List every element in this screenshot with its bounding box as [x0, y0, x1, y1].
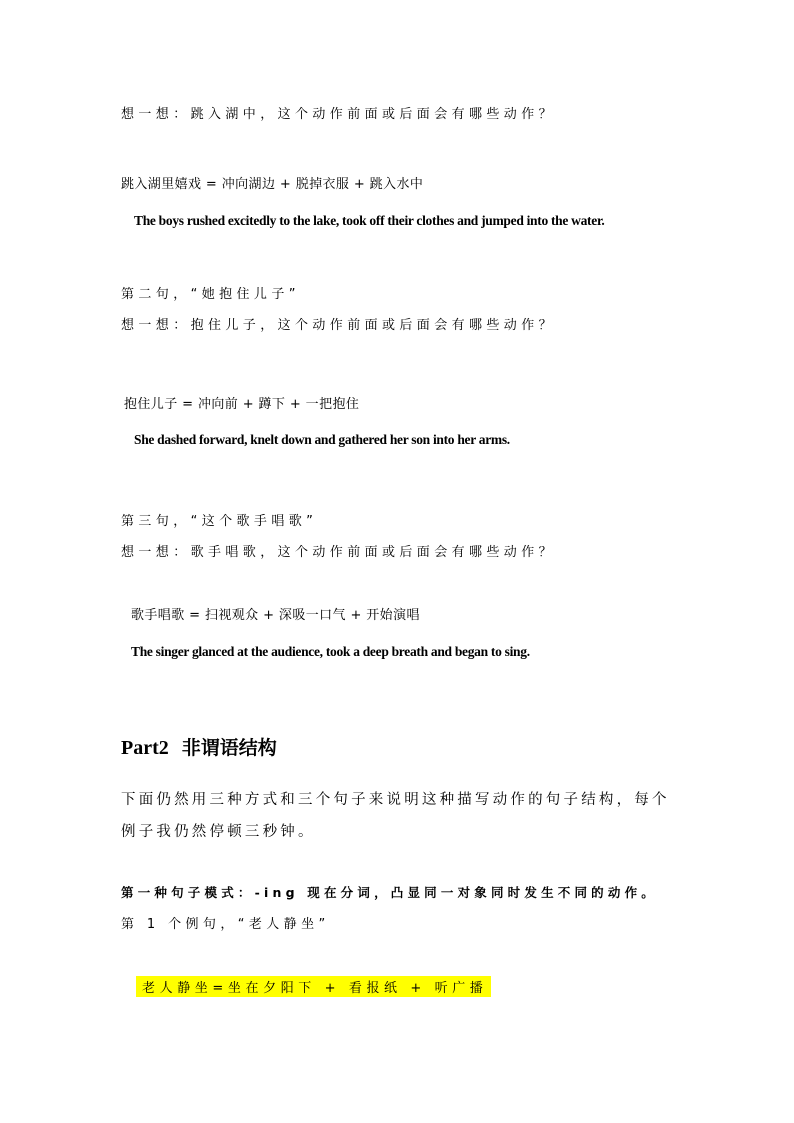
part2-paragraph-line2: 例子我仍然停顿三秒钟。	[121, 824, 316, 840]
part2-paragraph-line1: 下面仍然用三种方式和三个句子来说明这种描写动作的句子结构，每个	[121, 792, 670, 808]
highlighted-equation-old-man: 老人静坐=坐在夕阳下 + 看报纸 + 听广播	[136, 976, 491, 997]
sentence-mode-one: 第一种句子模式：-ing 现在分词，凸显同一对象同时发生不同的动作。	[121, 885, 658, 900]
english-sentence-she: She dashed forward, knelt down and gathered her son into her arms.	[134, 432, 510, 447]
part2-heading-cn: 非谓语结构	[181, 737, 277, 759]
part2-heading	[121, 733, 277, 760]
think-question-singer: 想一想：歌手唱歌，这个动作前面或后面会有哪些动作？	[121, 545, 557, 560]
english-sentence-singer: The singer glanced at the audience, took a deep breath and began to sing.	[131, 644, 530, 659]
sentence-three-title: 第三句，“这个歌手唱歌”	[121, 514, 318, 529]
think-question-jump-lake: 想一想：跳入湖中，这个动作前面或后面会有哪些动作？	[121, 107, 557, 122]
example-one-title: 第 1 个例句，“老人静坐”	[121, 917, 330, 932]
equation-singer: 歌手唱歌 = 扫视观众 + 深吸一口气 + 开始演唱	[131, 608, 420, 623]
equation-jump-lake: 跳入湖里嬉戏 = 冲向湖边 + 脱掉衣服 + 跳入水中	[121, 177, 424, 192]
sentence-two-title: 第二句，“她抱住儿子”	[121, 287, 300, 302]
think-question-hug-son: 想一想：抱住儿子，这个动作前面或后面会有哪些动作？	[121, 318, 557, 333]
english-sentence-boys: The boys rushed excitedly to the lake, took off their clothes and jumped into the water.	[134, 213, 605, 228]
equation-hug-son: 抱住儿子 = 冲向前 + 蹲下 + 一把抱住	[124, 397, 360, 412]
part2-heading-en: Part2	[121, 737, 169, 759]
